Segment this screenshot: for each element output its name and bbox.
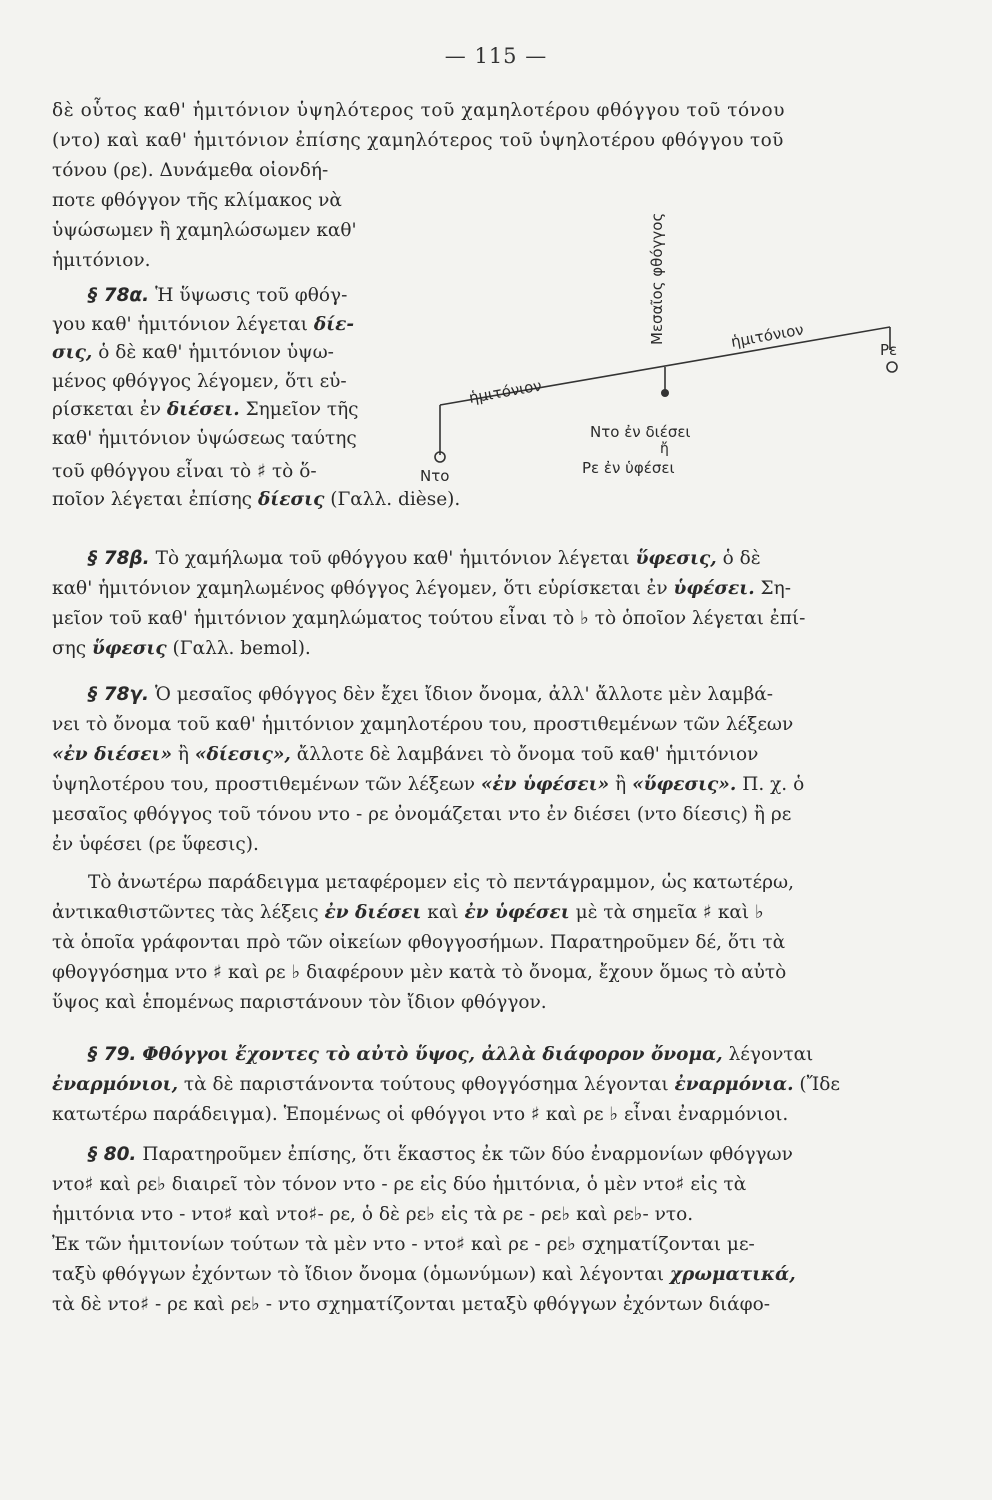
- section-80-line-4a: Ἐκ τῶν ἡμιτονίων τούτων τὰ μὲν ντο - ντο: [52, 1234, 457, 1255]
- section-78b-line-4a: σης: [52, 638, 87, 659]
- section-78b-line-2c: Ση-: [760, 578, 791, 599]
- section-78a: [52, 282, 460, 515]
- flat-symbol-9: ♭: [567, 1234, 576, 1255]
- flat-symbol-7: ♭: [561, 1204, 571, 1225]
- section-78c-line-5: μεσαῖος φθόγγος τοῦ τόνου ντο - ρε ὀνομάζεται ντο ἐν διέσει (ντο δίεσις) ἢ ρε: [52, 804, 792, 825]
- section-78c-or-1: ἢ: [177, 744, 190, 765]
- section-80-line-1: Παρατηροῦμεν ἐπίσης, ὅτι ἕκαστος ἐκ τῶν δύο ἐναρμονίων φθόγγων: [142, 1144, 793, 1165]
- paragraph-staff-line-1: Τὸ ἀνωτέρω παράδειγμα μεταφέρομεν εἰς τὸ πεντάγραμμον, ὡς κατωτέρω,: [88, 872, 794, 893]
- intro-line-6: ἡμιτόνιον.: [52, 250, 151, 271]
- section-78a-line-8a: ποῖον λέγεται ἐπίσης: [52, 489, 253, 511]
- section-80-line-5a: ταξὺ φθόγγων ἐχόντων τὸ ἴδιον ὄνομα (ὁμωνύμων) καὶ λέγονται: [52, 1264, 664, 1285]
- section-78a-line-7a: τοῦ φθόγγου εἶναι τὸ: [52, 460, 252, 482]
- intro-line-1: δὲ οὗτος καθ' ἡμιτόνιον ὑψηλότερος τοῦ χαμηλοτέρου φθόγγου τοῦ τόνου: [52, 100, 786, 121]
- semitone-left-label: ἡμιτόνιον: [467, 376, 543, 407]
- section-78c-or-2: ἢ: [615, 774, 627, 795]
- section-80-line-2a: ντο: [52, 1174, 85, 1195]
- section-78a-label: § 78α.: [88, 285, 150, 306]
- sharp-symbol-6: ♯: [675, 1174, 685, 1195]
- section-80-line-4e: σχηματίζονται με-: [581, 1234, 755, 1255]
- note-high-circle: [887, 362, 897, 372]
- section-80-line-3e: - ρε, ὁ δὲ ρε: [317, 1204, 427, 1225]
- section-78a-line-3b: ὁ δὲ καθ' ἡμιτόνιον ὑψω-: [98, 342, 334, 364]
- paragraph-staff-line-3: τὰ ὁποῖα γράφονται πρὸ τῶν οἰκείων φθογγοσήμων. Παρατηροῦμεν δέ, ὅτι τὰ: [52, 932, 786, 953]
- flat-symbol-8: ♭: [633, 1204, 643, 1225]
- caption-sharp: Ντο ἐν διέσει: [590, 423, 691, 441]
- flat-symbol-6: ♭: [426, 1204, 435, 1225]
- section-78b-line-4c: (Γαλλ. bemol).: [172, 638, 311, 659]
- section-78b-line-1c: ὁ δὲ: [722, 548, 761, 569]
- section-79-line-2d: (Ἴδε: [799, 1074, 840, 1095]
- section-78a-line-2a: γου καθ' ἡμιτόνιον λέγεται: [52, 313, 308, 335]
- term-en-yfesei-quoted: «ἐν ὑφέσει»: [480, 774, 610, 795]
- term-diesis-1: δίε-: [313, 313, 355, 335]
- section-80: [52, 1140, 932, 1320]
- section-78c-line-6: ἐν ὑφέσει (ρε ὕφεσις).: [52, 834, 259, 855]
- section-79: [52, 1040, 932, 1130]
- section-78b-line-3a: μεῖον τοῦ καθ' ἡμιτόνιον χαμηλώματος τούτου εἶναι τὸ: [52, 608, 575, 629]
- section-79-definition: Φθόγγοι ἔχοντες τὸ αὐτὸ ὕψος, ἀλλὰ διάφορον ὄνομα,: [142, 1044, 723, 1065]
- section-78a-line-7c: τὸ ὅ-: [271, 460, 317, 482]
- paragraph-staff: [52, 868, 932, 1018]
- caption-or: ἤ: [660, 441, 669, 457]
- intro-line-3: τόνου (ρε). Δυνάμεθα οἱονδή-: [52, 160, 329, 181]
- section-80-line-3k: - ντο.: [642, 1204, 694, 1225]
- flat-symbol-10: ♭: [251, 1294, 260, 1315]
- term-diesis-2: σις,: [52, 342, 93, 364]
- sharp-symbol-10: ♯: [140, 1294, 150, 1315]
- term-en-diesei-quoted: «ἐν διέσει»: [52, 744, 173, 765]
- section-78a-line-5c: Σημεῖον τῆς: [245, 399, 359, 421]
- section-78c-line-3d: ἄλλοτε δὲ λαμβάνει τὸ ὄνομα τοῦ καθ' ἡμιτόνιον: [296, 744, 759, 765]
- note-high-label: Ρε: [880, 341, 898, 359]
- term-en-yfesei: ὑφέσει.: [673, 578, 755, 599]
- section-78c-line-2: νει τὸ ὄνομα τοῦ καθ' ἡμιτόνιον χαμηλοτέρου του, προστιθεμένων τῶν λέξεων: [52, 714, 794, 735]
- section-80-line-6c: - ρε καὶ ρε: [155, 1294, 252, 1315]
- flat-symbol-5: ♭: [157, 1174, 166, 1195]
- paragraph-staff-line-4a: φθογγόσημα ντο: [52, 962, 208, 983]
- section-78c-line-1: Ὁ μεσαῖος φθόγγος δὲν ἔχει ἴδιον ὄνομα, ἀλλ' ἄλλοτε μὲν λαμβά-: [154, 684, 774, 705]
- section-78a-line-6: καθ' ἡμιτόνιον ὑψώσεως ταύτης: [52, 427, 357, 449]
- section-79-line-1b: λέγονται: [728, 1044, 814, 1065]
- paragraph-staff-line-2e: μὲ τὰ σημεῖα: [575, 902, 698, 923]
- section-79-line-2b: τὰ δὲ παριστάνοντα τούτους φθογγόσημα λέγονται: [183, 1074, 669, 1095]
- intro-line-5: ὑψώσωμεν ἢ χαμηλώσωμεν καθ': [52, 220, 357, 241]
- section-80-line-2c: καὶ ρε: [99, 1174, 158, 1195]
- section-80-line-3g: εἰς τὰ ρε - ρε: [440, 1204, 562, 1225]
- paragraph-staff-line-2a: ἀντικαθιστῶντες τὰς λέξεις: [52, 902, 319, 923]
- section-78a-line-5a: ρίσκεται ἐν: [52, 399, 161, 421]
- section-78c-line-4a: ὑψηλοτέρου του, προστιθεμένων τῶν λέξεων: [52, 774, 475, 795]
- sharp-symbol: ♯: [257, 460, 267, 482]
- section-78a-line-1: Ἡ ὕψωσις τοῦ φθόγ-: [155, 285, 348, 306]
- sharp-symbol-7: ♯: [223, 1204, 233, 1225]
- semitone-diagram: [410, 175, 940, 495]
- flat-symbol: ♭: [580, 608, 589, 629]
- term-enarmonia: ἐναρμόνια.: [674, 1074, 794, 1095]
- section-78b-line-2a: καθ' ἡμιτόνιον χαμηλωμένος φθόγγος λέγομεν, ὅτι εὑρίσκεται ἐν: [52, 578, 668, 599]
- section-79-line-3a: κατωτέρω παράδειγμα). Ἑπομένως οἱ φθόγγοι ντο: [52, 1104, 526, 1125]
- section-80-line-3a: ἡμιτόνια ντο - ντο: [52, 1204, 224, 1225]
- term-enarmonioi: ἐναρμόνιοι,: [52, 1074, 179, 1095]
- section-80-line-6e: - ντο σχηματίζονται μεταξὺ φθόγγων ἐχόντων διάφο-: [265, 1294, 771, 1315]
- section-80-line-3i: καὶ ρε: [576, 1204, 634, 1225]
- term-yfesis-2: ὕφεσις: [91, 638, 167, 659]
- sharp-symbol-8: ♯: [308, 1204, 318, 1225]
- paragraph-staff-line-5: ὕψος καὶ ἑπομένως παριστάνουν τὸν ἴδιον φθόγγον.: [52, 992, 547, 1013]
- section-80-line-3c: καὶ ντο: [238, 1204, 309, 1225]
- flat-symbol-3: ♭: [291, 962, 301, 983]
- term-yfesis-quoted: «ὕφεσις».: [632, 774, 737, 795]
- sharp-symbol-5: ♯: [84, 1174, 94, 1195]
- sharp-symbol-4: ♯: [531, 1104, 540, 1125]
- term-en-diesei-2: ἐν διέσει: [324, 902, 422, 923]
- term-diesis-quoted: «δίεσις»,: [194, 744, 291, 765]
- paragraph-staff-line-2c: καὶ: [427, 902, 459, 923]
- section-80-line-2g: εἰς τὰ: [690, 1174, 747, 1195]
- section-78b-line-3c: τὸ ὁποῖον λέγεται ἐπί-: [594, 608, 806, 629]
- section-80-line-2e: διαιρεῖ τὸν τόνον ντο - ρε εἰς δύο ἡμιτόνια, ὁ μὲν ντο: [171, 1174, 676, 1195]
- section-78c-line-4e: Π. χ. ὁ: [742, 774, 805, 795]
- section-78b-label: § 78β.: [88, 548, 150, 569]
- flat-symbol-4: ♭: [609, 1104, 619, 1125]
- section-79-label: § 79.: [88, 1044, 137, 1065]
- term-en-diesei: διέσει.: [166, 399, 240, 421]
- intro-line-4: ποτε φθόγγον τῆς κλίμακος νὰ: [52, 190, 342, 211]
- section-80-line-6a: τὰ δὲ ντο: [52, 1294, 141, 1315]
- section-78a-line-8c: (Γαλλ. dièse).: [330, 489, 461, 511]
- section-78b: [52, 544, 932, 664]
- middle-note-label: Μεσαῖος φθόγγος: [648, 212, 666, 345]
- paragraph-staff-line-4e: διαφέρουν μὲν κατὰ τὸ ὄνομα, ἔχουν ὅμως τὸ αὐτὸ: [306, 962, 787, 983]
- term-chromatika: χρωματικά,: [669, 1264, 796, 1285]
- intro-line-2: (ντο) καὶ καθ' ἡμιτόνιον ἐπίσης χαμηλότερος τοῦ ὑψηλοτέρου φθόγγου τοῦ: [52, 130, 784, 151]
- sharp-symbol-9: ♯: [456, 1234, 466, 1255]
- section-78b-line-1a: Τὸ χαμήλωμα τοῦ φθόγγου καθ' ἡμιτόνιον λέγεται: [155, 548, 630, 569]
- sharp-symbol-2: ♯: [702, 902, 712, 923]
- paragraph-staff-line-2g: καὶ: [717, 902, 750, 923]
- section-78c: [52, 680, 932, 860]
- flat-symbol-2: ♭: [755, 902, 764, 923]
- caption-flat: Ρε ἐν ὑφέσει: [582, 459, 675, 477]
- sharp-symbol-3: ♯: [213, 962, 223, 983]
- section-79-line-3c: καὶ ρε: [545, 1104, 604, 1125]
- term-en-yfesei-2: ἐν ὑφέσει: [464, 902, 570, 923]
- section-80-line-4c: καὶ ρε - ρε: [470, 1234, 568, 1255]
- section-80-label: § 80.: [88, 1144, 137, 1165]
- section-78c-label: § 78γ.: [88, 684, 150, 705]
- paragraph-staff-line-4c: καὶ ρε: [227, 962, 286, 983]
- term-diesis-3: δίεσις: [257, 489, 325, 511]
- section-79-line-3e: εἶναι ἐναρμόνιοι.: [624, 1104, 789, 1125]
- term-yfesis-1: ὕφεσις,: [635, 548, 717, 569]
- section-78a-line-4: μένος φθόγγος λέγομεν, ὅτι εὑ-: [52, 370, 347, 392]
- semitone-right-label: ἡμιτόνιον: [729, 320, 805, 351]
- note-low-label: Ντο: [420, 467, 450, 485]
- middle-note-dot: [661, 389, 669, 397]
- page-number: — 115 —: [444, 44, 548, 68]
